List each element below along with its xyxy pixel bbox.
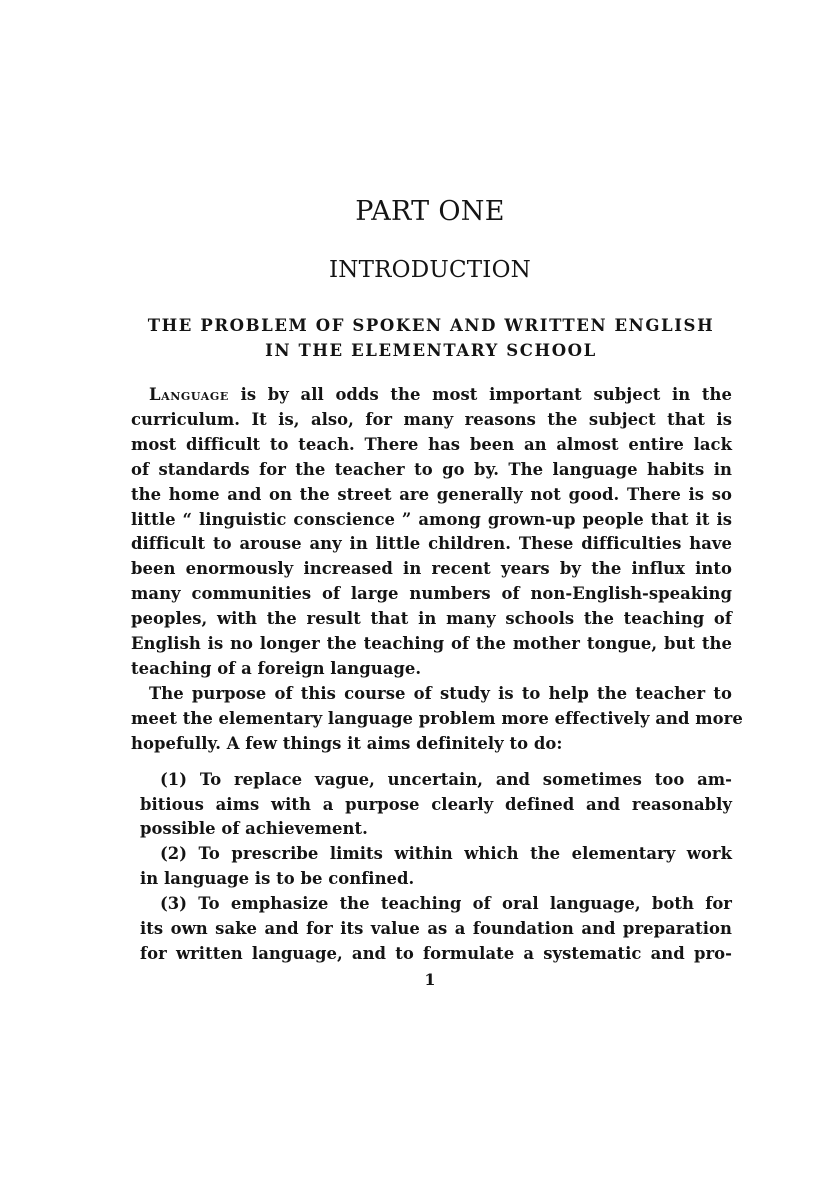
aim-line: for written language, and to formulate a systematic and pro-: [140, 943, 732, 963]
paragraph-line: hopefully. A few things it aims definitely to do:: [131, 733, 563, 753]
lead-word: Language: [149, 385, 229, 404]
paragraph-line: difficult to arouse any in little children. These difficulties have: [131, 534, 732, 554]
aims-list: [140, 768, 732, 967]
aim-item-1: [140, 768, 732, 843]
paragraph-line: peoples, with the result that in many schools the teaching of: [131, 609, 732, 629]
aim-line: in language is to be confined.: [140, 869, 415, 889]
aim-item-3: [140, 892, 732, 967]
aim-line: (2) To prescribe limits within which the elementary work: [160, 844, 732, 864]
aim-line: (3) To emphasize the teaching of oral language, both for: [160, 894, 732, 914]
body-text: [131, 383, 743, 967]
aim-item-2: [140, 842, 732, 892]
aim-line: bitious aims with a purpose clearly defined and reasonably: [140, 794, 732, 814]
page-number: 1: [424, 970, 436, 989]
paragraph-line: meet the elementary language problem more effectively and more: [131, 708, 743, 728]
paragraph-purpose: [131, 682, 743, 757]
paragraph-language: [131, 383, 732, 682]
paragraph-line: The purpose of this course of study is to help the teacher to: [149, 683, 732, 703]
aim-line: (1) To replace vague, uncertain, and sometimes too am-: [160, 769, 732, 789]
paragraph-line: most difficult to teach. There has been an almost entire lack: [131, 434, 732, 454]
paragraph-line: English is no longer the teaching of the mother tongue, but the: [131, 634, 732, 654]
paragraph-line: little “ linguistic conscience ” among grown-up people that it is: [131, 509, 732, 529]
paragraph-line: teaching of a foreign language.: [131, 658, 422, 678]
paragraph-line: of standards for the teacher to go by. The language habits in: [131, 459, 732, 479]
paragraph-line: curriculum. It is, also, for many reasons the subject that is: [131, 409, 732, 429]
paragraph-line: Language is by all odds the most important subject in the: [149, 385, 732, 404]
part-title: PART ONE: [355, 196, 505, 227]
aim-line: possible of achievement.: [140, 819, 368, 839]
section-title: INTRODUCTION: [329, 257, 531, 283]
paragraph-line: many communities of large numbers of non-English-speaking: [131, 584, 732, 604]
paragraph-line: the home and on the street are generally not good. There is so: [131, 484, 732, 504]
chapter-title-line-1: THE PROBLEM OF SPOKEN AND WRITTEN ENGLISH: [147, 316, 715, 335]
aim-line: its own sake and for its value as a foundation and preparation: [140, 919, 732, 939]
chapter-title: [131, 313, 731, 363]
paragraph-line: been enormously increased in recent years by the influx into: [131, 559, 732, 579]
chapter-title-line-2: IN THE ELEMENTARY SCHOOL: [265, 341, 597, 360]
